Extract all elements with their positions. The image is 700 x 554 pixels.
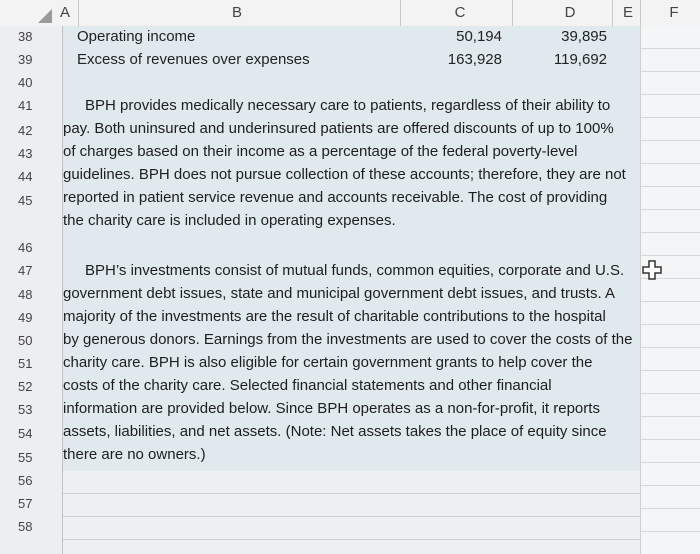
charity-care-paragraph [63, 94, 637, 232]
row-number-47[interactable]: 47 [18, 263, 33, 278]
column-header-c[interactable]: C [454, 4, 466, 21]
column-header-e[interactable]: E [622, 4, 633, 21]
row-number-52[interactable]: 52 [18, 379, 33, 394]
cell-c38[interactable]: 50,194 [456, 28, 502, 45]
paragraph1-line5: reported in patient service revenue and accounts receivable. The cost of providing [63, 189, 608, 206]
column-header-b[interactable]: B [231, 4, 242, 21]
paragraph1-line6: the charity care is included in operating expenses. [63, 212, 396, 229]
paragraph1-line4: guidelines. BPH does not pursue collection of these accounts; therefore, they are not [63, 166, 626, 183]
paragraph1-line2: pay. Both uninsured and underinsured patients are offered discounts of up to 100% [63, 120, 614, 137]
cell-c39[interactable]: 163,928 [447, 51, 502, 68]
row-number-48[interactable]: 48 [18, 287, 33, 302]
paragraph2-line8: assets, liabilities, and net assets. (Note: Net assets takes the place of equity since [63, 423, 607, 440]
row-number-42[interactable]: 42 [18, 123, 33, 138]
row-number-46[interactable]: 46 [18, 240, 33, 255]
row-number-43[interactable]: 43 [18, 146, 33, 161]
row-number-53[interactable]: 53 [18, 402, 33, 417]
row-number-49[interactable]: 49 [18, 310, 33, 325]
select-all-triangle-icon[interactable] [38, 9, 52, 23]
paragraph1-line3: of charges based on their income as a percentage of the federal poverty-level [63, 143, 578, 160]
plus-cursor-icon [642, 260, 662, 280]
column-header-a[interactable]: A [59, 4, 70, 21]
row-number-56[interactable]: 56 [18, 473, 33, 488]
row-number-58[interactable]: 58 [18, 519, 33, 534]
paragraph2-line7: information are provided below. Since BPH operates as a non-for-profit, it reports [63, 400, 600, 417]
column-f-cells[interactable] [640, 26, 700, 554]
paragraph2-line3: majority of the investments are the result of charitable contributions to the hospital [63, 308, 606, 325]
paragraph1-line1: BPH provides medically necessary care to patients, regardless of their ability to [85, 97, 611, 114]
paragraph2-line2: government debt issues, state and municipal government debt issues, and trusts. A [63, 285, 615, 302]
paragraph2-line1: BPH’s investments consist of mutual funds, common equities, corporate and U.S. [85, 262, 625, 279]
row-number-41[interactable]: 41 [18, 98, 33, 113]
row-number-39[interactable]: 39 [18, 52, 33, 67]
paragraph2-line5: charity care. BPH is also eligible for certain government grants to help cover the [63, 354, 593, 371]
row-number-40[interactable]: 40 [18, 75, 33, 90]
row-number-44[interactable]: 44 [18, 169, 33, 184]
empty-cells[interactable] [63, 471, 640, 554]
paragraph2-line4: by generous donors. Earnings from the investments are used to cover the costs of the [63, 331, 633, 348]
column-header-d[interactable]: D [564, 4, 576, 21]
cell-d39[interactable]: 119,692 [553, 51, 607, 68]
row-number-51[interactable]: 51 [18, 356, 33, 371]
column-header-row [0, 0, 700, 27]
row-number-57[interactable]: 57 [18, 496, 33, 511]
column-header-f[interactable]: F [669, 4, 679, 21]
row-number-50[interactable]: 50 [18, 333, 33, 348]
cell-d38[interactable]: 39,895 [561, 28, 607, 45]
paragraph2-line6: costs of the charity care. Selected financial statements and other financial [63, 377, 552, 394]
cell-b39[interactable]: Excess of revenues over expenses [77, 51, 310, 68]
row-number-55[interactable]: 55 [18, 450, 33, 465]
investments-paragraph [63, 259, 637, 466]
row-number-54[interactable]: 54 [18, 426, 33, 441]
row-number-38[interactable]: 38 [18, 29, 33, 44]
cell-b38[interactable]: Operating income [77, 28, 196, 45]
paragraph2-line9: there are no owners.) [63, 446, 206, 463]
row-number-45[interactable]: 45 [18, 193, 33, 208]
